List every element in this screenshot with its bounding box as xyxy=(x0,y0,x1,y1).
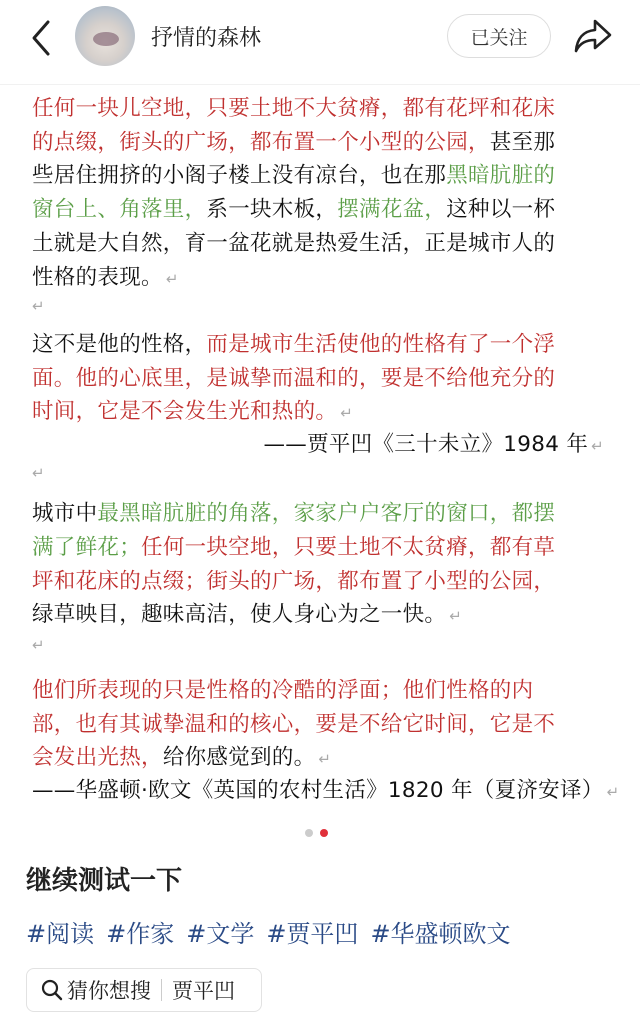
text-segment-red: 时间，它是不会发生光和热的。 xyxy=(32,399,338,424)
paragraph-mark-icon: ↵ xyxy=(32,464,45,482)
article-line xyxy=(263,427,604,458)
text-segment-green: 黑暗肮脏的 xyxy=(446,163,556,188)
account-name[interactable]: 抒情的森林 xyxy=(151,26,262,51)
suggested-search-chip[interactable] xyxy=(26,968,262,1012)
text-segment-black: 这种以一杯 xyxy=(446,197,556,222)
tag-link[interactable]: #文学 xyxy=(186,920,255,948)
paragraph-mark-icon: ↵ xyxy=(449,607,463,625)
top-bar xyxy=(0,0,640,80)
paragraph-mark-icon: ↵ xyxy=(591,437,604,455)
text-segment-black: 这不是他的性格， xyxy=(32,332,207,357)
paragraph-mark-icon: ↵ xyxy=(32,297,45,315)
text-segment-green: 窗台上、角落里， xyxy=(32,197,207,222)
text-segment-black: 绿草映目，趣味高洁，使人身心为之一快。 xyxy=(32,602,447,627)
search-prefix: 猜你想搜 xyxy=(67,979,151,1003)
search-query: 贾平凹 xyxy=(172,979,235,1003)
text-segment-black: 些居住拥挤的小阁子楼上没有凉台，也在那 xyxy=(32,163,447,188)
tag-link[interactable]: #华盛顿欧文 xyxy=(370,920,511,948)
article-line xyxy=(32,773,619,804)
paragraph-mark-icon: ↵ xyxy=(32,636,45,654)
article-line xyxy=(32,260,179,291)
text-segment-red: 任何一块空地，只要土地不太贫瘠，都有草 xyxy=(141,535,556,560)
avatar[interactable] xyxy=(75,6,135,66)
article-line xyxy=(32,597,462,628)
article-line xyxy=(32,158,555,189)
article-line xyxy=(32,361,555,392)
page-dot-1[interactable] xyxy=(305,829,313,837)
text-segment-black: 系一块木板， xyxy=(206,197,338,222)
share-icon[interactable] xyxy=(573,17,613,55)
article-line xyxy=(32,91,555,122)
paragraph-mark-icon: ↵ xyxy=(606,783,620,801)
text-segment-red: 任何一块儿空地，只要土地不大贫瘠，都有花坪和花床 xyxy=(32,96,556,121)
article-line xyxy=(32,740,331,771)
article-line xyxy=(32,226,555,257)
tag-link[interactable]: #贾平凹 xyxy=(266,920,359,948)
divider xyxy=(161,979,162,1001)
search-icon xyxy=(41,979,63,1001)
paragraph-mark-icon: ↵ xyxy=(340,404,354,422)
text-segment-black: 土就是大自然，育一盆花就是热爱生活，正是城市人的 xyxy=(32,231,556,256)
article-line xyxy=(32,530,555,561)
section-title: 继续测试一下 xyxy=(26,866,183,896)
text-segment-green: 摆满花盆， xyxy=(337,197,447,222)
article-line xyxy=(32,496,555,527)
text-segment-red: 面。他的心底里，是诚挚而温和的，要是不给他充分的 xyxy=(32,366,556,391)
text-segment-black: 给你感觉到的。 xyxy=(162,745,316,770)
text-segment-green: 满了鲜花； xyxy=(32,535,142,560)
article-line xyxy=(32,459,45,484)
page-dot-2-active[interactable] xyxy=(320,829,328,837)
article-line xyxy=(32,125,555,156)
article-line xyxy=(32,564,555,595)
text-segment-green: 最黑暗肮脏的角落，家家户户客厅的窗口，都摆 xyxy=(97,501,556,526)
text-segment-black: 性格的表现。 xyxy=(32,265,163,290)
article-line xyxy=(32,673,533,704)
tag-link[interactable]: #作家 xyxy=(106,920,175,948)
text-segment-red: 部，也有其诚挚温和的核心，要是不给它时间，它是不 xyxy=(32,712,556,737)
text-segment-red: 他们所表现的只是性格的冷酷的浮面；他们性格的内 xyxy=(32,678,534,703)
text-segment-black: ——华盛顿·欧文《英国的农村生活》1820 年（夏济安译） xyxy=(32,778,604,803)
text-segment-black: ——贾平凹《三十未立》1984 年 xyxy=(263,432,589,457)
text-segment-red: 的点缀，街头的广场，都布置一个小型的公园， xyxy=(32,130,490,155)
article-line xyxy=(32,631,45,656)
pagination-dots xyxy=(305,829,328,837)
paragraph-mark-icon: ↵ xyxy=(165,270,179,288)
article-line xyxy=(32,707,555,738)
article-line xyxy=(32,192,555,223)
article-image xyxy=(0,84,640,814)
text-segment-black: 甚至那 xyxy=(489,130,556,155)
text-segment-red: 坪和花床的点缀；街头的广场，都布置了小型的公园， xyxy=(32,569,556,594)
article-line xyxy=(32,292,45,317)
follow-button[interactable]: 已关注 xyxy=(447,14,551,58)
text-segment-red: 会发出光热， xyxy=(32,745,163,770)
tag-list xyxy=(26,914,511,949)
tag-link[interactable]: #阅读 xyxy=(26,920,95,948)
text-segment-red: 而是城市生活使他的性格有了一个浮 xyxy=(206,332,556,357)
article-line xyxy=(32,394,353,425)
chevron-left-icon[interactable] xyxy=(26,18,56,58)
text-segment-black: 城市中 xyxy=(32,501,98,526)
article-line xyxy=(32,327,555,358)
paragraph-mark-icon: ↵ xyxy=(318,750,332,768)
